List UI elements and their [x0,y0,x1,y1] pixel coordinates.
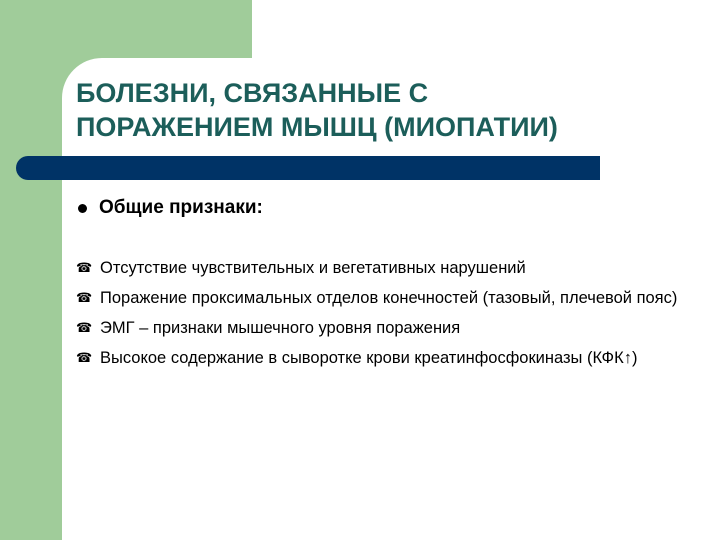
telephone-icon: ☎ [76,350,93,365]
list-item-text: Поражение проксимальных отделов конечностей (тазовый, плечевой пояс) [100,289,678,307]
list-item [76,346,696,370]
list-item-text: ЭМГ – признаки мышечного уровня поражения [100,319,461,337]
telephone-icon: ☎ [76,260,93,275]
list-item [76,316,696,340]
list-item [76,256,696,280]
list-item [76,286,696,310]
bullet-dot-icon [78,204,87,213]
telephone-icon: ☎ [76,290,93,305]
list-item-text: Высокое содержание в сыворотке крови креатинфосфокиназы (КФК↑) [100,349,638,367]
list-item-text: Отсутствие чувствительных и вегетативных нарушений [100,259,526,277]
symptom-list [76,256,696,370]
slide-title [76,76,696,144]
title-underline-bar [16,156,600,180]
telephone-icon: ☎ [76,320,93,335]
section-heading [76,196,696,220]
title-line-1: БОЛЕЗНИ, СВЯЗАННЫЕ С [76,78,429,108]
content-section [76,196,696,376]
title-line-2: ПОРАЖЕНИЕМ МЫШЦ (МИОПАТИИ) [76,112,558,142]
top-green-block [62,0,252,58]
left-green-strip [0,0,62,540]
section-heading-text: Общие признаки: [99,197,263,218]
